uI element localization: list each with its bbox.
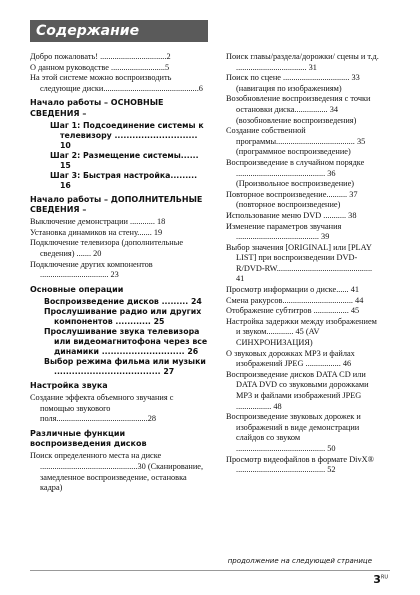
toc-entry[interactable]: О звуковых дорожках MP3 и файлах изображений JPEG ................. 46 [226, 348, 355, 369]
toc-entry[interactable]: Поиск главы/раздела/дорожки/ сцены и т.д. .................................. 31 [226, 52, 379, 72]
page-number [373, 573, 388, 586]
toc-entry[interactable]: Смена ракурсов.................................. 44 [226, 295, 364, 305]
page-number-suffix: RU [380, 574, 388, 581]
toc-entry[interactable]: Добро пожаловать! ................................2 [30, 52, 171, 61]
toc-entry[interactable]: Подключение телевизора (дополнительные сведения) ....... 20 [30, 238, 184, 258]
toc-entry[interactable]: Настройка задержки между изображением и звуком............. 45 (AV СИНХРОНИЗАЦИЯ) [226, 316, 377, 348]
toc-entry[interactable]: Отображение субтитров ................. 45 [226, 306, 360, 316]
section-heading: Основные операции [30, 284, 124, 294]
continued-note: продолжение на следующей странице [227, 557, 372, 565]
section-heading: Начало работы – ДОПОЛНИТЕЛЬНЫЕ СВЕДЕНИЯ – [30, 194, 203, 214]
toc-entry[interactable]: Возобновление воспроизведения с точки остановки диска................ 34 (возобновление воспроизведения) [226, 94, 371, 125]
toc-entry[interactable]: О данном руководстве ..........................5 [30, 62, 170, 72]
toc-bold-entry[interactable]: Воспроизведение дисков ......... 24 [44, 296, 202, 306]
toc-entry[interactable]: Поиск по сцене ................................ 33 (навигация по изображениям) [226, 73, 360, 93]
toc-entry[interactable]: Воспроизведение звуковых дорожек и изображений в виде демонстрации слайдов со звуком ........................................... 50 [226, 412, 361, 453]
toc-entry[interactable]: Подключение других компонентов ................................. 23 [30, 259, 153, 280]
toc-entry[interactable]: На этой системе можно воспроизводить следующие диски..............................................6 [30, 73, 203, 93]
toc-entry[interactable]: Поиск определенного места на диске ...............................................30 (Сканирование, замедленное воспроизведение, остановка кадра) [30, 451, 204, 493]
toc-bold-entry[interactable]: Выбор режима фильма или музыки .................................... 27 [44, 356, 206, 376]
toc-entry[interactable]: Воспроизведение дисков DATA CD или DATA DVD со звуковыми дорожками MP3 и файлами изображений JPEG ................. 48 [226, 369, 369, 411]
section-heading: Начало работы – ОСНОВНЫЕ СВЕДЕНИЯ – [30, 98, 164, 118]
toc-entry[interactable]: Установка динамиков на стену....... 19 [30, 227, 163, 237]
toc-entry[interactable]: Выбор значения [ORIGINAL] или [PLAY LIST] при воспроизведении DVD-R/DVD-RW.............................................. 41 [226, 242, 373, 284]
section-heading: Настройка звука [30, 380, 108, 390]
toc-entry[interactable]: Использование меню DVD ........... 38 [226, 210, 357, 220]
section-heading: Различные функции воспроизведения дисков [30, 428, 147, 449]
page-title: Содержание [30, 20, 208, 42]
page-number-value: 3 [373, 573, 381, 586]
toc-step-entry[interactable]: Шаг 3: Быстрая настройка......... 16 [50, 170, 198, 190]
toc-right-column [226, 52, 380, 476]
footer-rule [30, 570, 390, 571]
toc-step-entry[interactable]: Шаг 2: Размещение системы...... 15 [50, 150, 199, 170]
toc-bold-entry[interactable]: Прослушивание радио или других компонентов ............ 25 [44, 306, 202, 326]
toc-step-entry[interactable]: Шаг 1: Подсоединение системы к телевизору ............................ 10 [50, 120, 204, 150]
toc-entry[interactable]: Выключение демонстрации ............ 18 [30, 217, 166, 227]
toc-left-column [30, 52, 208, 494]
toc-entry[interactable]: Просмотр информации о диске...... 41 [226, 285, 360, 295]
toc-entry[interactable]: Просмотр видеофайлов в формате DivX® ........................................... 52 [226, 454, 374, 475]
toc-entry[interactable]: Повторное воспроизведение.......... 37 (повторное воспроизведение) [226, 189, 358, 210]
toc-entry[interactable]: Изменение параметров звучания ........................................ 39 [226, 221, 342, 242]
toc-bold-entry[interactable]: Прослушивание звука телевизора или видеомагнитофона через все динамики ............................ 26 [44, 326, 208, 356]
toc-entry[interactable]: Воспроизведение в случайном порядке ........................................... 36 (Произвольное воспроизведение) [226, 157, 365, 189]
toc-entry[interactable]: Создание собственной программы...................................... 35 (программное воспроизведение) [226, 126, 366, 157]
toc-entry[interactable]: Создание эффекта объемного звучания с помощью звукового поля............................................28 [30, 393, 174, 424]
